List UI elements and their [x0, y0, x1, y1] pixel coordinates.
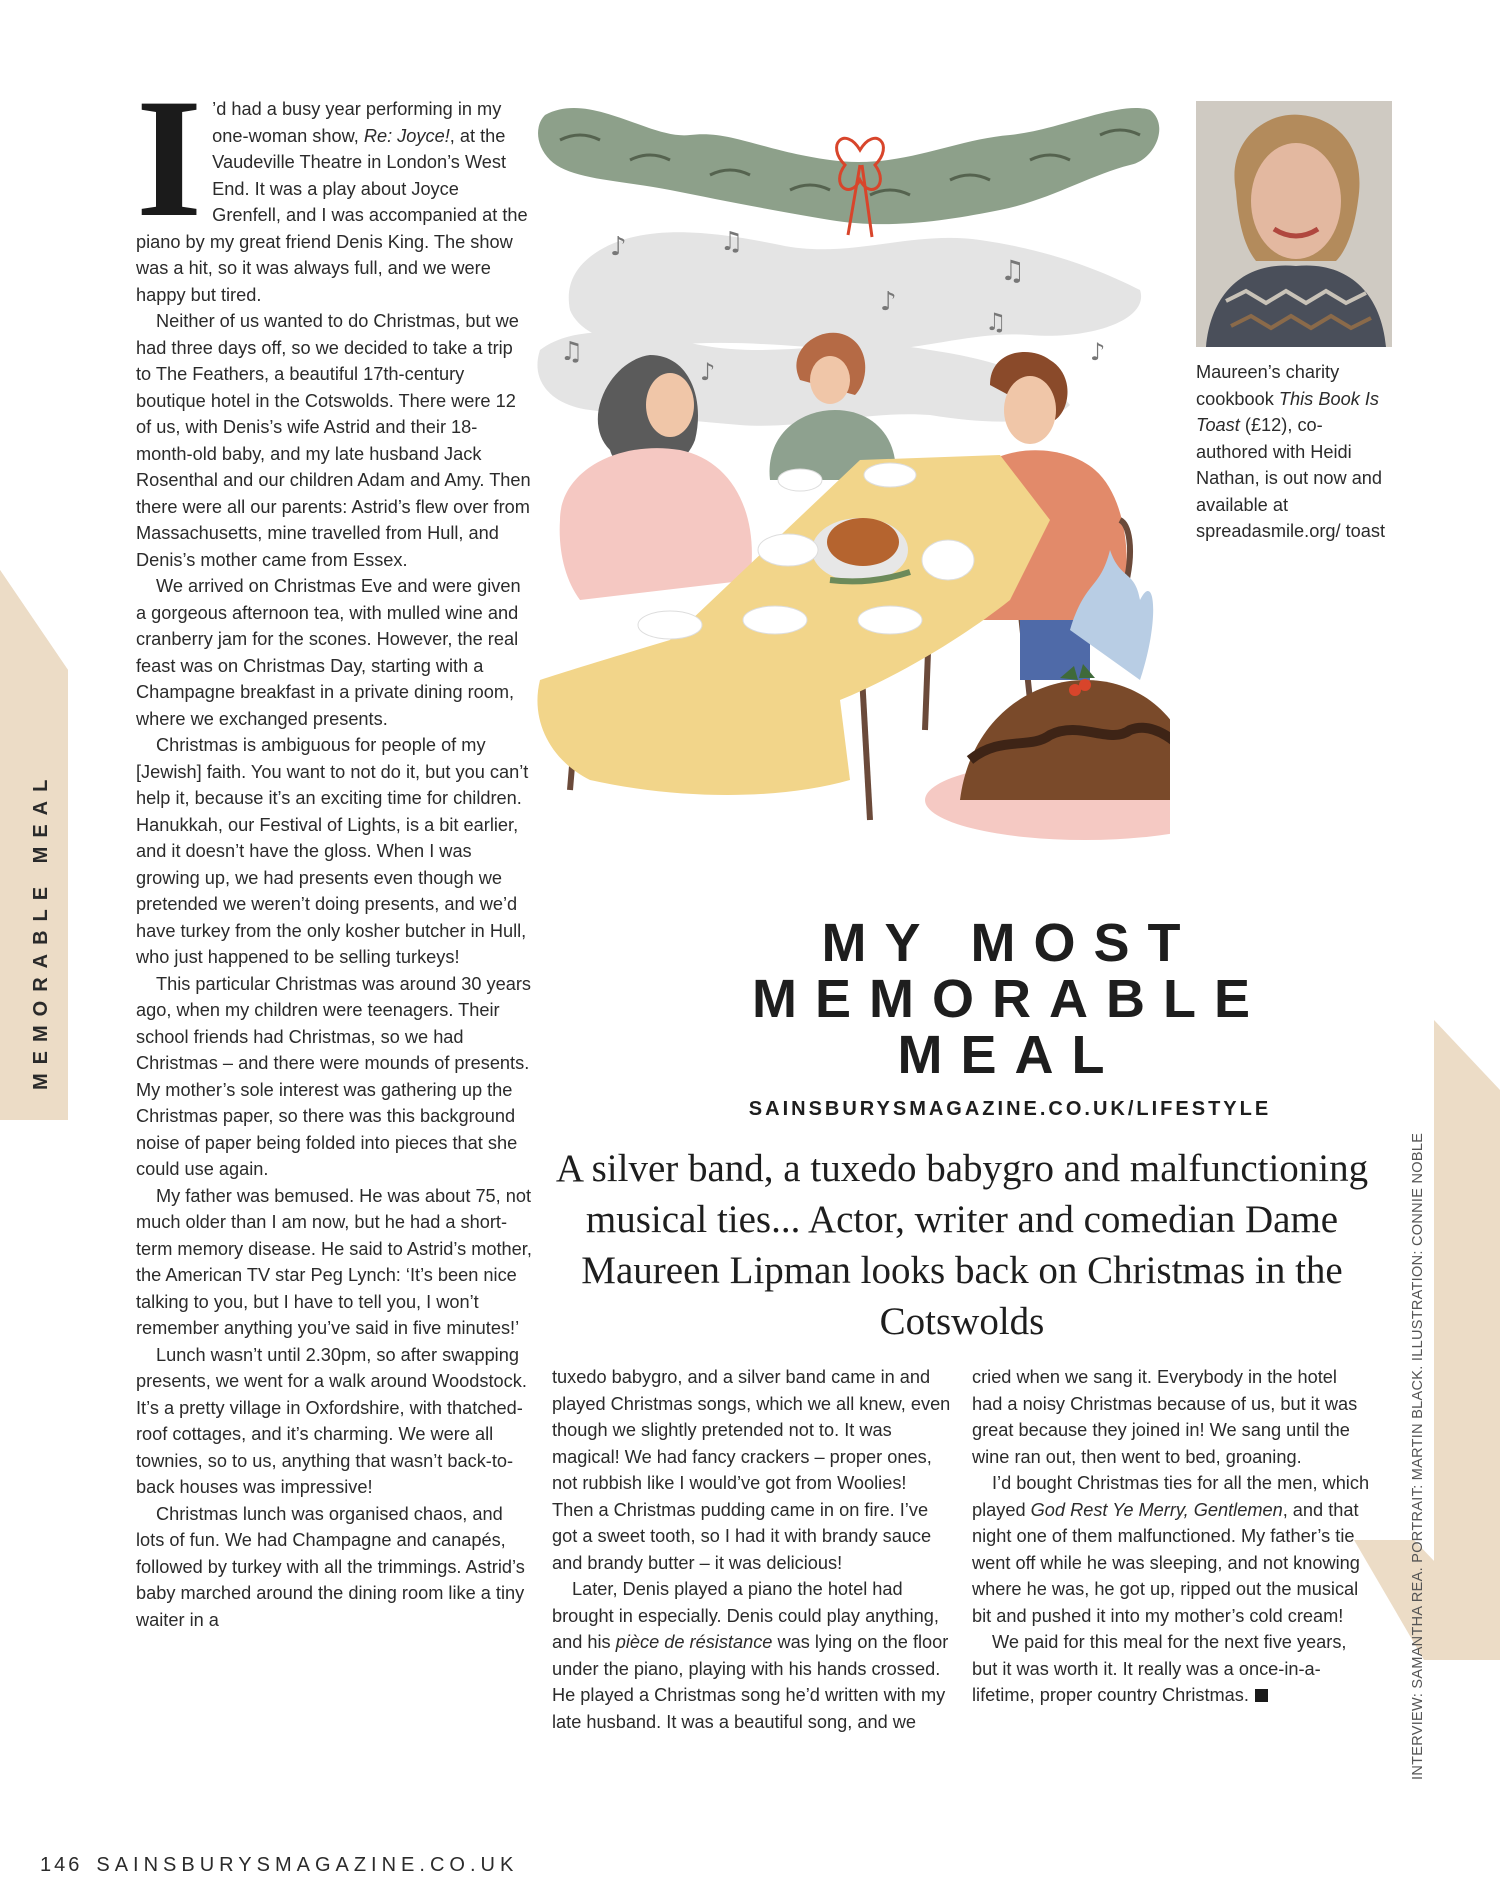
drop-cap: I	[136, 64, 203, 252]
author-portrait	[1196, 101, 1392, 347]
paragraph-8: Christmas lunch was organised chaos, and lots of fun. We had Champagne and canapés, followed by turkey with all the trimmings. Astrid’s baby marched around the dining room like a tiny waiter in a	[136, 1503, 525, 1630]
svg-text:♪: ♪	[1090, 338, 1106, 366]
svg-text:♫: ♫	[1000, 254, 1026, 287]
svg-text:♪: ♪	[880, 287, 897, 317]
paragraph-12: I’d bought Christmas ties for all the men, which played God Rest Ye Merry, Gentlemen, and that night one of them malfunctioned. My father’s tie went off while he was sleeping, and not knowing where he was, he got up, ripped out the musical bit and pushed it into my mother’s cold cream!	[972, 1473, 1370, 1626]
paragraph-7: Lunch wasn’t until 2.30pm, so after swapping presents, we went for a walk around Woodstock. It’s a pretty village in Oxfordshire, with thatched-roof cottages, and it’s charming. We were all townies, so to us, anything that wasn’t back-to-back houses was impressive!	[136, 1344, 527, 1497]
svg-text:♪: ♪	[610, 232, 627, 262]
body-column-2	[552, 1364, 952, 1735]
svg-text:♫: ♫	[560, 337, 584, 367]
page-footer	[40, 1854, 518, 1877]
photo-credit: INTERVIEW: SAMANTHA REA. PORTRAIT: MARTIN BLACK. ILLUSTRATION: CONNIE NOBLE	[1410, 1132, 1426, 1780]
svg-text:♫: ♫	[985, 308, 1007, 336]
section-label: MEMORABLE MEAL	[30, 770, 52, 1090]
paragraph-1: ’d had a busy year performing in my one-woman show, Re: Joyce!, at the Vaudeville Theatre in London’s West End. It was a play about Joyce Grenfell, and I was accompanied at the piano by my great friend Denis King. The show was a hit, so it was always full, and we were happy but tired.	[136, 99, 528, 305]
article-headline	[600, 915, 1420, 1083]
body-column-1	[136, 64, 532, 1633]
headline-line-2: MEMORABLE	[752, 969, 1268, 1029]
paragraph-9: tuxedo babygro, and a silver band came in and played Christmas songs, which we all knew, even though we slightly pretended not to. It was magical! We had fancy crackers – proper ones, not rubbish like I would’ve got from Woolies! Then a Christmas pudding came in on fire. I’ve got a sweet tooth, so I had it with brandy sauce and brandy butter – it was delicious!	[552, 1367, 951, 1573]
page-number: 146	[40, 1854, 83, 1876]
headline-line-1: MY MOST	[821, 913, 1199, 973]
paragraph-11: cried when we sang it. Everybody in the hotel had a noisy Christmas because of us, but it was great because they joined in! We sang until the wine ran out, then went to bed, groaning.	[972, 1367, 1358, 1467]
paragraph-10: Later, Denis played a piano the hotel had brought in especially. Denis could play anything, and his pièce de résistance was lying on the floor under the piano, playing with his hands crossed. He played a Christmas song he’d written with my late husband. It was a beautiful song, and we	[552, 1579, 949, 1732]
svg-text:♫: ♫	[720, 227, 744, 257]
paragraph-13: We paid for this meal for the next five years, but it was worth it. It really was a once-in-a-lifetime, proper country Christmas.	[972, 1632, 1347, 1705]
paragraph-5: This particular Christmas was around 30 years ago, when my children were teenagers. Their school friends had Christmas, so we had Christmas – and there were mounds of presents. My mother’s sole interest was gathering up the Christmas paper, so there was this background noise of paper being folded into pieces that she could use again.	[136, 973, 532, 1179]
paragraph-2: Neither of us wanted to do Christmas, but we had three days off, so we decided to take a trip to The Feathers, a beautiful 17th-century boutique hotel in the Cotswolds. There were 12 of us, with Denis’s wife Astrid and their 18-month-old baby, and my late husband Jack Rosenthal and our children Adam and Amy. Then there were all our parents: Astrid’s flew over from Massachusetts, mine travelled from Hull, and Denis’s mother came from Essex.	[136, 311, 531, 570]
end-mark-icon	[1255, 1689, 1268, 1702]
paragraph-3: We arrived on Christmas Eve and were given a gorgeous afternoon tea, with mulled wine and cranberry jam for the scones. However, the real feast was on Christmas Day, starting with a Champagne breakfast in a private dining room, where we exchanged presents.	[136, 576, 521, 729]
garland-illustration	[538, 108, 1159, 237]
portrait-caption: Maureen’s charity cookbook This Book Is Toast (£12), co-authored with Heidi Nathan, is out now and available at spreadasmile.org/ toast	[1196, 362, 1386, 541]
headline-line-3: MEAL	[897, 1025, 1123, 1085]
paragraph-4: Christmas is ambiguous for people of my [Jewish] faith. You want to not do it, but you can’t help it, because it’s an exciting time for children. Hanukkah, our Festival of Lights, is a bit earlier, and it doesn’t have the gloss. When I was growing up, we had presents even though we pretended we weren’t doing presents, and we’d have turkey from the only kosher butcher in Hull, who just happened to be selling turkeys!	[136, 735, 529, 967]
body-column-3	[972, 1364, 1372, 1709]
paragraph-6: My father was bemused. He was about 75, not much older than I am now, but he had a short-term memory disease. He said to Astrid’s mother, the American TV star Peg Lynch: ‘It’s been nice talking to you, but I have to tell you, I won’t remember anything you’ve said in five minutes!’	[136, 1185, 532, 1338]
url-line: SAINSBURYSMAGAZINE.CO.UK/LIFESTYLE	[748, 1098, 1272, 1120]
footer-site: SAINSBURYSMAGAZINE.CO.UK	[96, 1854, 519, 1876]
christmas-dinner-illustration	[530, 80, 1170, 840]
svg-text:♪: ♪	[700, 358, 716, 386]
standfirst: A silver band, a tuxedo babygro and malfunctioning musical ties... Actor, writer and comedian Dame Maureen Lipman looks back on Christmas in the Cotswolds	[555, 1147, 1369, 1343]
